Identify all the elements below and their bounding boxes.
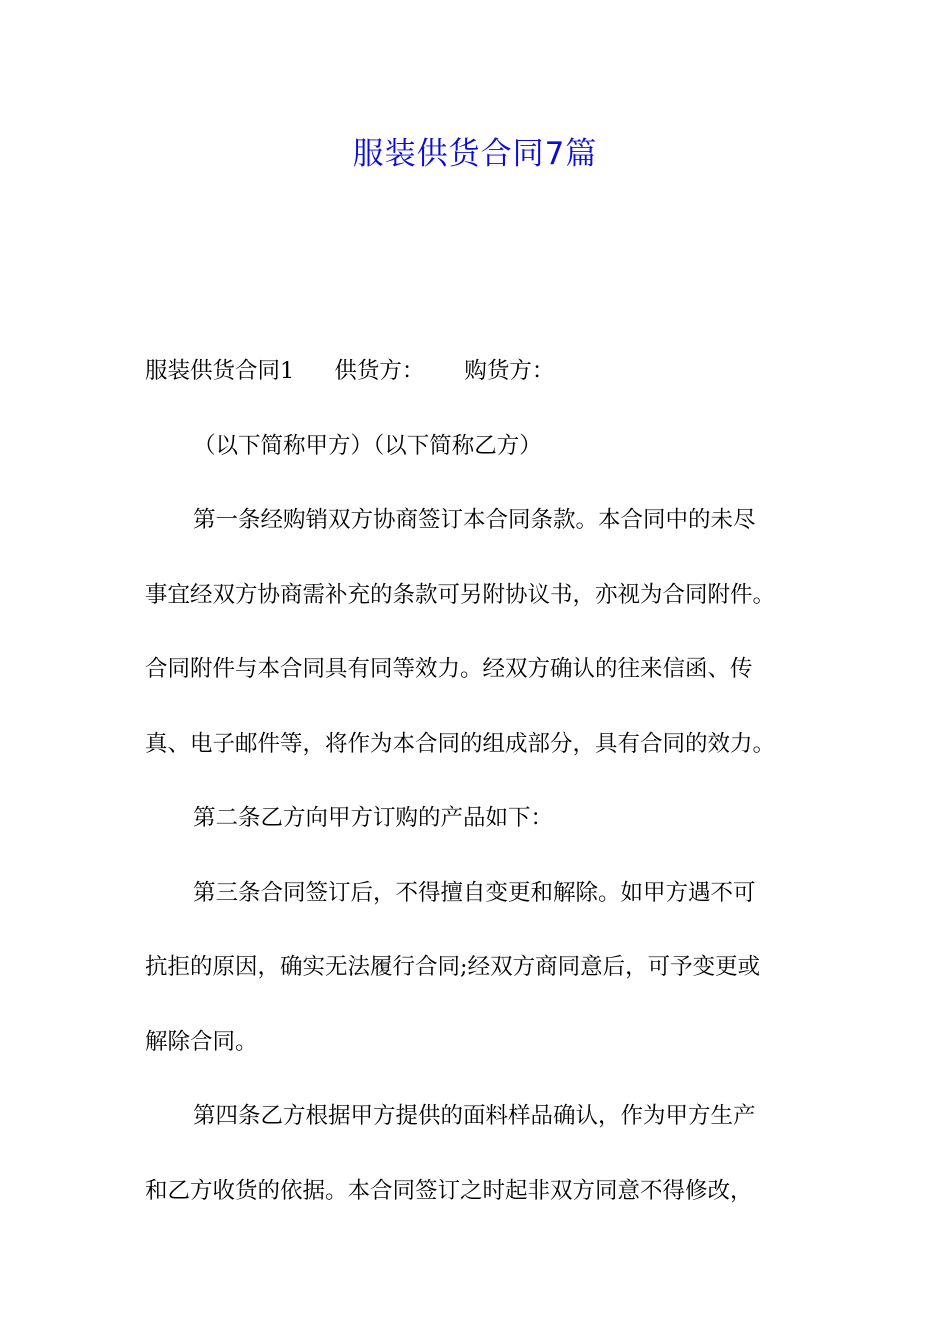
paragraph-line: （以下简称甲方）（以下简称乙方） <box>193 432 542 459</box>
paragraph-line: 第四条乙方根据甲方提供的面料样品确认，作为甲方生产 <box>193 1103 756 1129</box>
paragraph-line: 第一条经购销双方协商签订本合同条款。本合同中的未尽 <box>193 507 756 533</box>
paragraph-line: 第三条合同签订后，不得擅自变更和解除。如甲方遇不可 <box>193 879 756 906</box>
contract-header-line <box>145 334 815 409</box>
contract-name: 服装供货合同1 <box>145 358 295 384</box>
paragraph-line: 解除合同。 <box>145 1028 258 1055</box>
paragraph-line: 真、电子邮件等，将作为本合同的组成部分，具有合同的效力。 <box>145 730 776 757</box>
paragraph-line: 抗拒的原因，确实无法履行合同;经双方商同意后，可予变更或 <box>145 954 761 980</box>
paragraph-line: 事宜经双方协商需补充的条款可另附协议书，亦视为合同附件。 <box>145 581 776 608</box>
paragraph-line: 和乙方收货的依据。本合同签订之时起非双方同意不得修改， <box>145 1177 753 1204</box>
paragraph-line: 合同附件与本合同具有同等效力。经双方确认的往来信函、传 <box>145 656 753 682</box>
paragraph-line: 第二条乙方向甲方订购的产品如下： <box>193 805 554 831</box>
buyer-label: 购货方： <box>464 358 555 384</box>
document-title: 服装供货合同7篇 <box>352 136 598 172</box>
document-body <box>145 334 815 1228</box>
supplier-label: 供货方： <box>334 358 425 384</box>
